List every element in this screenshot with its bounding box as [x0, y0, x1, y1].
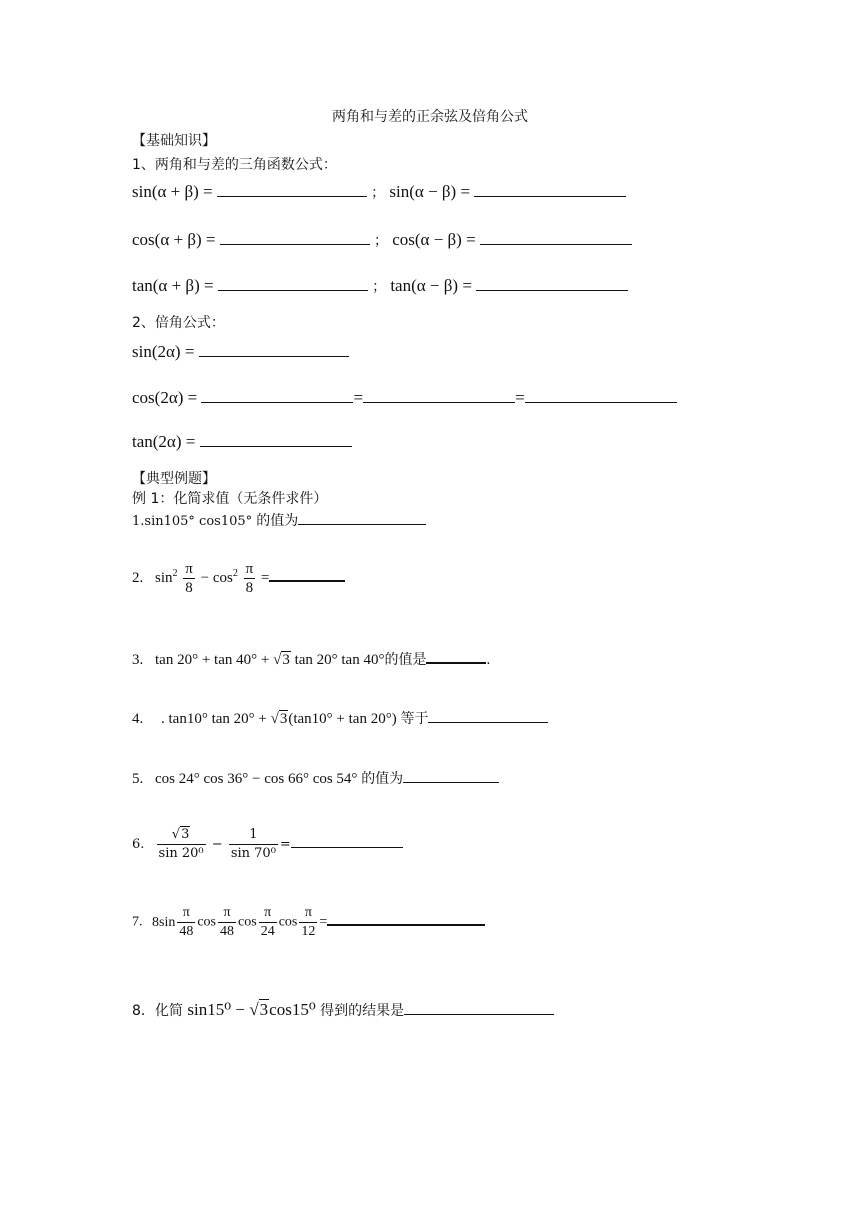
problem-2 [132, 560, 345, 597]
problem-7-number: 7. [132, 914, 143, 930]
problem-7-cos: cos [197, 914, 217, 930]
problem-4-prompt: 等于 [400, 711, 429, 727]
fraction-pi-over-8 [244, 560, 256, 597]
fraction-pi-over-48 [218, 904, 236, 941]
fraction-denominator: 48 [179, 924, 194, 939]
problem-5 [132, 768, 499, 788]
tan-double-formula: tan(2α) = [132, 432, 196, 451]
fraction-denominator: sin 70⁰ [230, 846, 276, 861]
tan-double-blank[interactable] [200, 432, 352, 447]
minus-sign: − [200, 569, 210, 586]
sin-plus-formula: sin(α + β) = [132, 182, 213, 201]
fraction-numerator: π [185, 561, 193, 577]
separator: ； [373, 233, 388, 249]
sin-minus-blank[interactable] [474, 182, 626, 197]
fraction-pi-over-48 [177, 904, 195, 941]
cos-double-blank-2[interactable] [363, 388, 515, 403]
problem-1-prompt: 的值为 [256, 513, 299, 529]
sqrt-radicand: 3 [181, 827, 190, 842]
problem-3-expression-a: tan 20° + tan 40° + [155, 652, 270, 668]
tan-minus-blank[interactable] [476, 276, 628, 291]
fraction-numerator: π [218, 904, 236, 923]
cos-plus-formula: cos(α + β) = [132, 230, 216, 249]
problem-8 [132, 1000, 554, 1020]
equals-sign: = [515, 388, 525, 407]
sqrt-sign: √3 [273, 652, 290, 668]
fraction-pi-over-8 [183, 560, 195, 597]
tan-double-row [132, 432, 352, 452]
exponent: 2 [172, 567, 178, 579]
equals-sign: = [353, 388, 364, 407]
fraction-numerator: 1 [229, 826, 278, 845]
fraction-denominator: 12 [301, 924, 316, 939]
tan-plus-blank[interactable] [218, 276, 368, 291]
fraction-denominator: 48 [220, 924, 235, 939]
fraction-1-over-sin70 [229, 826, 278, 863]
problem-8-blank[interactable] [404, 1000, 554, 1015]
problem-7-cos: cos [238, 914, 257, 930]
problem-2-cos: cos [212, 569, 233, 586]
problem-3-expression-b: tan 20° tan 40° [294, 652, 385, 668]
sqrt-radicand: 3 [259, 1000, 269, 1019]
problem-3-period: . [486, 652, 491, 668]
problem-1 [132, 510, 426, 530]
sin-sum-row [132, 182, 626, 202]
section-basics-heading: 【基础知识】 [132, 133, 216, 149]
cos-double-blank-1[interactable] [201, 388, 353, 403]
problem-2-sin: sin [155, 569, 173, 586]
fraction-sqrt3-over-sin20 [157, 826, 206, 863]
problem-3-blank[interactable] [426, 648, 486, 664]
cos-minus-blank[interactable] [480, 230, 632, 245]
section-examples-heading: 【典型例题】 [132, 471, 216, 487]
question-2-label: 2、倍角公式： [132, 315, 225, 331]
problem-4-blank[interactable] [428, 708, 548, 723]
sqrt-sign: √3 [270, 711, 288, 727]
fraction-denominator: sin 20⁰ [158, 846, 204, 861]
cos-double-blank-3[interactable] [525, 388, 677, 403]
cos-minus-formula: cos(α − β) = [392, 230, 476, 249]
problem-5-prompt: 的值为 [361, 771, 404, 787]
problem-8-expression-b: cos15⁰ [269, 1000, 316, 1019]
sqrt-radicand: 3 [282, 652, 290, 668]
problem-5-number: 5. [132, 771, 144, 787]
tan-plus-formula: tan(α + β) = [132, 276, 214, 295]
fraction-denominator: 8 [185, 580, 193, 596]
sin-double-blank[interactable] [199, 342, 349, 357]
problem-8-prompt: 得到的结果是 [320, 1003, 405, 1019]
problem-7-cos: cos [278, 914, 298, 930]
problem-5-expression: cos 24° cos 36° − cos 66° cos 54° [155, 771, 358, 787]
problem-6-blank[interactable] [291, 833, 403, 848]
separator: ； [372, 279, 387, 295]
fraction-denominator: 24 [260, 924, 275, 939]
problem-7-8sin: 8sin [152, 914, 176, 930]
cos-sum-row [132, 230, 632, 250]
separator: ； [371, 185, 386, 201]
question-1-label: 1、两角和与差的三角函数公式： [132, 157, 337, 173]
sin-minus-formula: sin(α − β) = [389, 182, 471, 201]
problem-1-blank[interactable] [298, 510, 426, 525]
problem-1-number: 1. [132, 514, 145, 529]
minus-sign: − [211, 837, 223, 852]
sqrt-sign: √3 [249, 1000, 269, 1019]
fraction-numerator [157, 826, 206, 845]
example-1-label: 例 1：化简求值（无条件求件） [132, 491, 328, 507]
problem-6-number: 6. [132, 837, 145, 852]
equals-sign: = [319, 914, 328, 930]
sin-plus-blank[interactable] [217, 182, 367, 197]
fraction-denominator: 8 [245, 580, 254, 596]
problem-1-expression: sin105° cos105° [144, 514, 253, 529]
tan-minus-formula: tan(α − β) = [390, 276, 472, 295]
problem-4-expression-a: . tan10° tan 20° + [161, 711, 267, 727]
fraction-numerator: π [259, 904, 277, 923]
tan-sum-row [132, 276, 628, 296]
fraction-pi-over-24 [259, 904, 277, 941]
problem-3 [132, 648, 490, 669]
problem-8-label: 8．化简 [132, 1003, 183, 1019]
equals-sign: = [279, 837, 291, 852]
problem-6 [132, 826, 403, 863]
exponent: 2 [232, 567, 238, 579]
problem-2-blank[interactable] [269, 566, 345, 582]
sqrt-sign: √3 [171, 827, 190, 842]
problem-2-number: 2. [132, 569, 144, 586]
fraction-pi-over-12 [299, 904, 317, 941]
cos-plus-blank[interactable] [220, 230, 370, 245]
fraction-numerator: π [299, 904, 317, 923]
problem-8-expression-a: sin15⁰ − [187, 1000, 245, 1019]
problem-7-blank[interactable] [327, 910, 485, 926]
problem-4 [132, 708, 548, 728]
problem-3-prompt: 的值是 [384, 652, 427, 668]
problem-4-number: 4. [132, 711, 144, 727]
page-title: 两角和与差的正余弦及倍角公式 [332, 109, 528, 125]
cos-double-formula: cos(2α) = [132, 388, 198, 407]
problem-4-expression-b: (tan10° + tan 20°) [288, 711, 397, 727]
sqrt-radicand: 3 [279, 711, 288, 727]
problem-3-number: 3. [132, 652, 144, 668]
fraction-numerator: π [177, 904, 195, 923]
sin-double-row [132, 342, 349, 362]
problem-5-blank[interactable] [403, 768, 499, 783]
sin-double-formula: sin(2α) = [132, 342, 195, 361]
fraction-numerator: π [245, 561, 254, 577]
cos-double-row [132, 388, 677, 408]
equals-sign: = [260, 569, 270, 586]
problem-7 [132, 904, 485, 941]
